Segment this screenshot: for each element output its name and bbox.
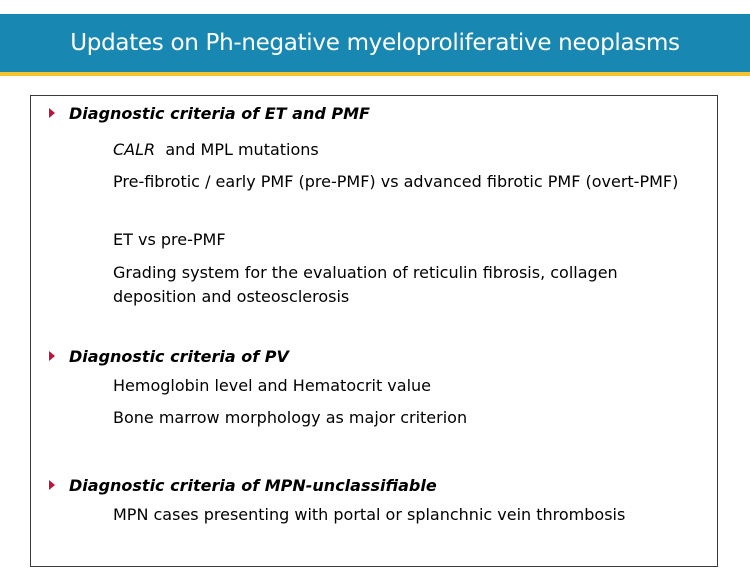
section-heading-row (49, 102, 370, 124)
section-heading: Diagnostic criteria of ET and PMF (69, 103, 370, 123)
section-heading-row (49, 345, 289, 367)
accent-divider (0, 72, 750, 76)
content-box (30, 95, 718, 567)
list-item-text: and MPL mutations (155, 140, 319, 159)
slide-title: Updates on Ph-negative myeloproliferative neoplasms (70, 30, 680, 56)
list-item: Grading system for the evaluation of reticulin fibrosis, collagen deposition and osteosclerosis (113, 263, 618, 306)
list-item: Pre-fibrotic / early PMF (pre-PMF) vs advanced fibrotic PMF (overt-PMF) (113, 172, 679, 191)
list-item: MPN cases presenting with portal or splanchnic vein thrombosis (113, 505, 626, 524)
section-heading: Diagnostic criteria of PV (69, 346, 289, 366)
list-item: Bone marrow morphology as major criterion (113, 408, 468, 427)
triangle-bullet-icon (49, 351, 55, 361)
triangle-bullet-icon (49, 480, 55, 490)
triangle-bullet-icon (49, 108, 55, 118)
section-heading: Diagnostic criteria of MPN-unclassifiable (69, 475, 437, 495)
gene-name: CALR (113, 140, 156, 159)
list-item (113, 138, 693, 162)
section-heading-row (49, 474, 437, 496)
list-item: Hemoglobin level and Hematocrit value (113, 376, 431, 395)
list-item: ET vs pre-PMF (113, 230, 226, 249)
title-bar (0, 14, 750, 72)
